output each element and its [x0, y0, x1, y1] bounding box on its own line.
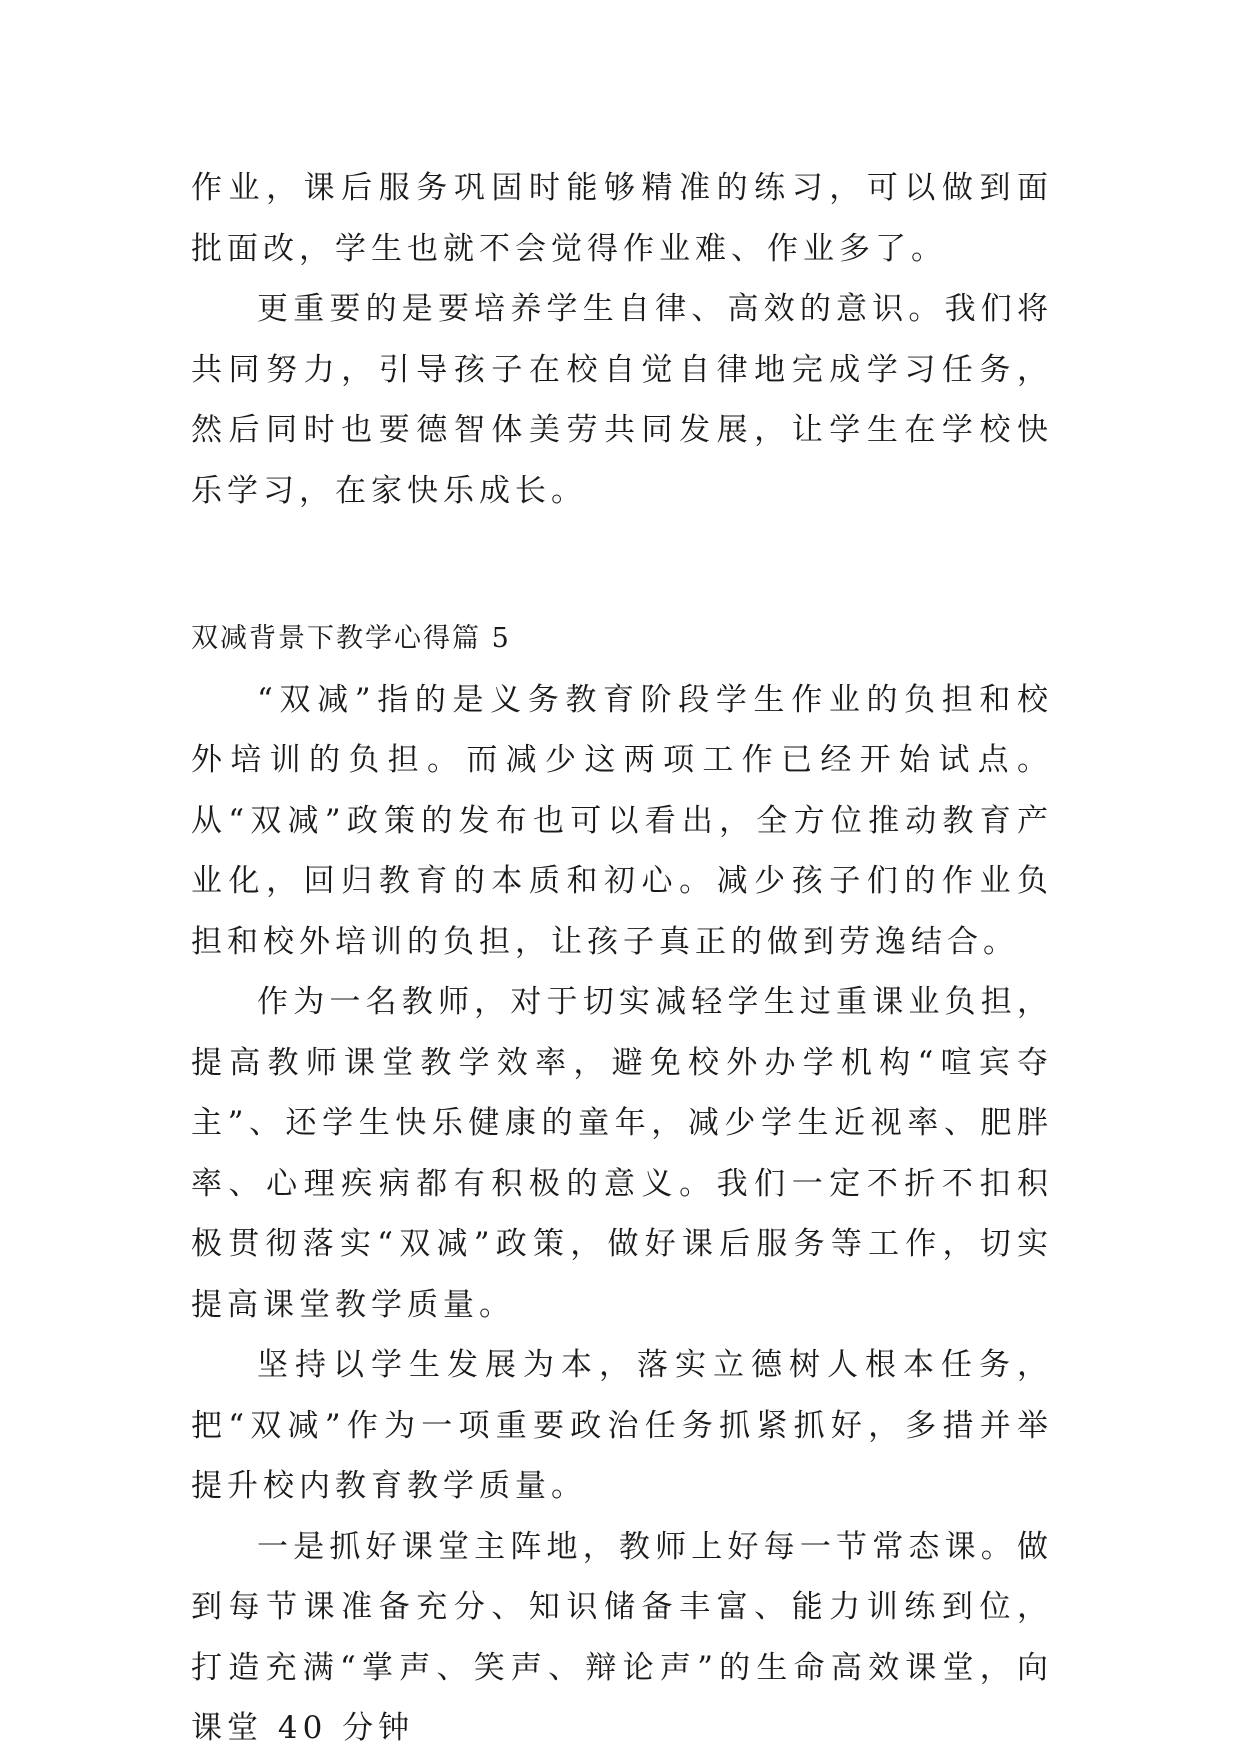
document-body	[191, 158, 1053, 1759]
paragraph-self-discipline: 更重要的是要培养学生自律、高效的意识。我们将共同努力，引导孩子在校自觉自律地完成学习任务，然后同时也要德智体美劳共同发展，让学生在学校快乐学习，在家快乐成长。	[191, 291, 1053, 509]
paragraph-student-development: 坚持以学生发展为本，落实立德树人根本任务，把“双减”作为一项重要政治任务抓紧抓好，多措并举提升校内教育教学质量。	[191, 1347, 1053, 1504]
paragraph-teacher-role: 作为一名教师，对于切实减轻学生过重课业负担，提高教师课堂教学效率，避免校外办学机构“喧宾夺主”、还学生快乐健康的童年，减少学生近视率、肥胖率、心理疾病都有积极的意义。我们一定不折不扣积极贯彻落实“双减”政策，做好课后服务等工作，切实提高课堂教学质量。	[191, 984, 1053, 1323]
paragraph-classroom-focus: 一是抓好课堂主阵地，教师上好每一节常态课。做到每节课准备充分、知识储备丰富、能力训练到位，打造充满“掌声、笑声、辩论声”的生命高效课堂，向课堂 40 分钟	[191, 1528, 1053, 1746]
section-heading: 双减背景下教学心得篇 5	[191, 623, 511, 654]
paragraph-double-reduction-definition: “双减”指的是义务教育阶段学生作业的负担和校外培训的负担。而减少这两项工作已经开始试点。从“双减”政策的发布也可以看出，全方位推动教育产业化，回归教育的本质和初心。减少孩子们的作业负担和校外培训的负担，让孩子真正的做到劳逸结合。	[191, 681, 1053, 960]
paragraph-continuation: 作业，课后服务巩固时能够精准的练习，可以做到面批面改，学生也就不会觉得作业难、作业多了。	[191, 170, 1053, 267]
